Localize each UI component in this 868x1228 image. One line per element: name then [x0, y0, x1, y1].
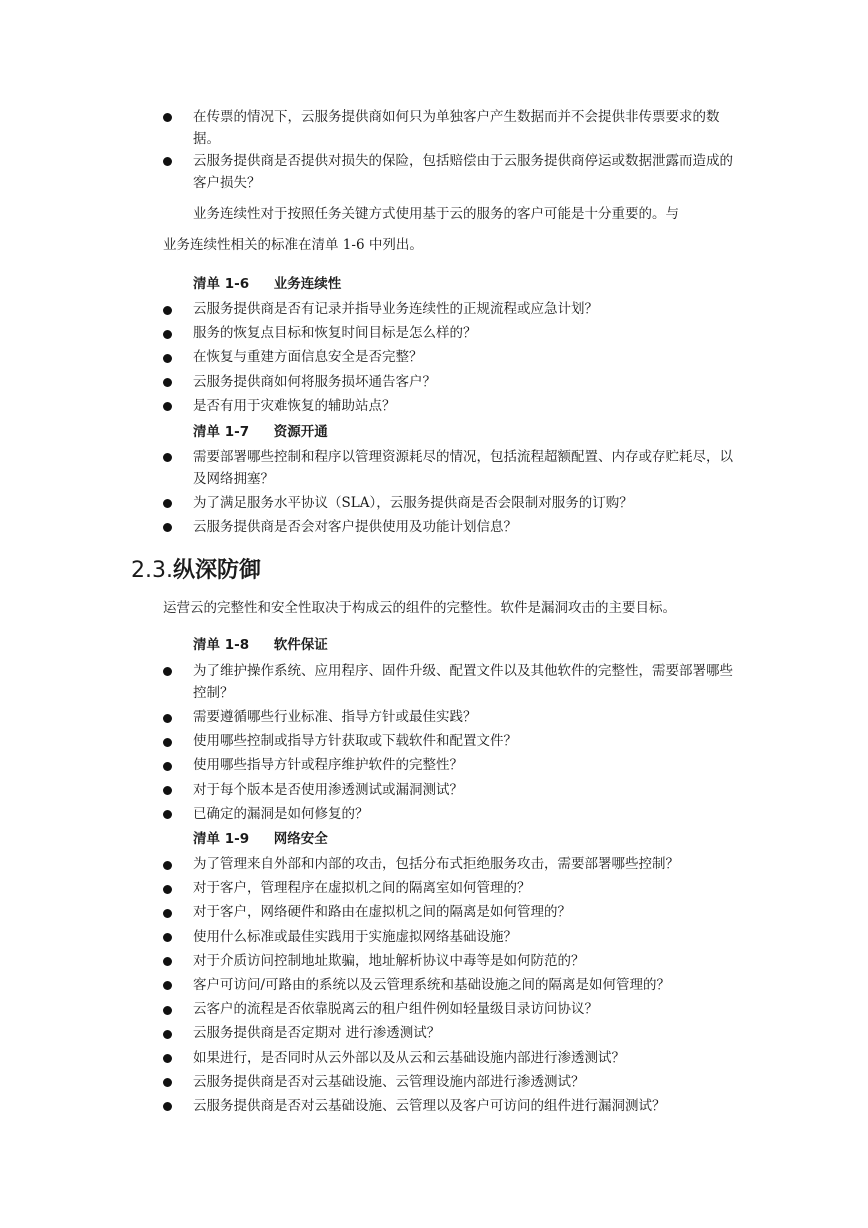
bullet-icon	[163, 1006, 172, 1015]
paragraph-line: 业务连续性相关的标准在清单 1-6 中列出。	[163, 237, 423, 253]
list-item-text: 为了管理来自外部和内部的攻击，包括分布式拒绝服务攻击，需要部署哪些控制？	[193, 856, 679, 872]
bullet-icon	[163, 810, 172, 819]
list-item	[0, 1022, 738, 1046]
list-item-text: 云服务提供商是否有记录并指导业务连续性的正规流程或应急计划？	[193, 301, 598, 317]
list-item	[0, 446, 738, 490]
list-1-7	[0, 446, 868, 538]
list-item	[0, 150, 738, 194]
list-item	[0, 346, 738, 370]
bullet-icon	[163, 113, 172, 122]
bullet-icon	[163, 885, 172, 894]
list-item-text: 使用哪些控制或指导方针获取或下载软件和配置文件？	[193, 733, 517, 750]
top-bullet-list	[0, 106, 868, 194]
list-item-text: 使用什么标准或最佳实践用于实施虚拟网络基础设施？	[193, 928, 517, 945]
list-item-text: 对于客户，网络硬件和路由在虚拟机之间的隔离是如何管理的？	[193, 904, 571, 921]
list-number: 清单 1-9	[193, 831, 250, 847]
list-item	[0, 298, 738, 322]
list-item-text: 对于每个版本是否使用渗透测试或漏洞测试？	[193, 781, 463, 798]
list-number: 清单 1-8	[193, 637, 250, 653]
list-item-text: 使用哪些指导方针或程序维护软件的完整性？	[193, 757, 463, 774]
list-title: 业务连续性	[273, 276, 342, 292]
list-item	[0, 998, 738, 1022]
section-paragraph: 运营云的完整性和安全性取决于构成云的组件的完整性。软件是漏洞攻击的主要目标。	[163, 600, 676, 616]
list-item	[0, 660, 738, 704]
list-item	[0, 779, 738, 803]
bullet-icon	[163, 786, 172, 795]
list-item-text: 在传票的情况下，云服务提供商如何只为单独客户产生数据而并不会提供非传票要求的数据。	[193, 109, 720, 147]
bullet-icon	[163, 861, 172, 870]
list-1-8	[0, 660, 868, 706]
bullet-icon	[163, 981, 172, 990]
bullet-icon	[163, 453, 172, 462]
list-item-text: 如果进行，是否同时从云外部以及从云和云基础设施内部进行渗透测试？	[193, 1049, 625, 1066]
list-item	[0, 1095, 738, 1119]
list-item-text: 云服务提供商是否提供对损失的保险，包括赔偿由于云服务提供商停运或数据泄露而造成的客户损失？	[193, 153, 733, 191]
list-number: 清单 1-7	[193, 424, 250, 440]
list-item-text: 需要遵循哪些行业标准、指导方针或最佳实践？	[193, 709, 477, 725]
list-1-6	[0, 298, 868, 419]
list-caption	[193, 272, 341, 292]
section-number: 2.3.	[131, 558, 173, 583]
list-item	[0, 706, 738, 730]
bullet-icon	[163, 1030, 172, 1039]
list-item	[0, 371, 738, 395]
list-item-text: 在恢复与重建方面信息安全是否完整？	[193, 349, 423, 366]
bullet-icon	[163, 1078, 172, 1087]
bullet-icon	[163, 667, 172, 676]
list-item-text: 为了维护操作系统、应用程序、固件升级、配置文件以及其他软件的完整性，需要部署哪些控制？	[193, 663, 733, 701]
bullet-icon	[163, 1102, 172, 1111]
list-item	[0, 730, 738, 754]
list-item	[0, 106, 738, 150]
bullet-icon	[163, 402, 172, 411]
list-title: 资源开通	[273, 424, 328, 440]
list-item-text: 已确定的漏洞是如何修复的？	[193, 805, 369, 822]
list-title: 软件保证	[273, 637, 328, 653]
list-item	[0, 1071, 738, 1095]
bullet-icon	[163, 762, 172, 771]
list-item	[0, 754, 738, 778]
list-item	[0, 877, 738, 901]
list-item-text: 需要部署哪些控制和程序以管理资源耗尽的情况，包括流程超额配置、内存或存贮耗尽，以及网络拥塞？	[193, 449, 733, 487]
list-item-text: 云服务提供商如何将服务损坏通告客户？	[193, 373, 436, 390]
list-item	[0, 395, 738, 419]
bullet-icon	[163, 157, 172, 166]
list-item-text: 对于客户，管理程序在虚拟机之间的隔离室如何管理的？	[193, 880, 531, 897]
list-item	[0, 974, 738, 998]
list-item	[0, 950, 738, 974]
list-item	[0, 492, 738, 514]
list-item-text: 是否有用于灾难恢复的辅助站点？	[193, 397, 396, 414]
bullet-icon	[163, 306, 172, 315]
list-item	[0, 1047, 738, 1071]
list-caption	[193, 633, 328, 653]
list-item	[0, 322, 738, 346]
bullet-icon	[163, 354, 172, 363]
list-item-text: 服务的恢复点目标和恢复时间目标是怎么样的？	[193, 325, 477, 342]
list-item-text: 云服务提供商是否定期对 进行渗透测试？	[193, 1025, 441, 1042]
intro-paragraph	[163, 203, 743, 256]
bullet-icon	[163, 1054, 172, 1063]
list-1-8-rest	[0, 706, 868, 827]
list-item	[0, 901, 738, 925]
bullet-icon	[163, 933, 172, 942]
list-item	[0, 853, 738, 877]
list-caption	[193, 420, 328, 440]
paragraph-line: 业务连续性对于按照任务关键方式使用基于云的服务的客户可能是十分重要的。与	[193, 206, 679, 222]
list-title: 网络安全	[273, 831, 328, 847]
section-heading	[131, 553, 261, 584]
section-title: 纵深防御	[172, 558, 261, 583]
bullet-icon	[163, 330, 172, 339]
list-item-text: 云服务提供商是否对云基础设施、云管理设施内部进行渗透测试？	[193, 1073, 585, 1090]
list-caption	[193, 827, 328, 847]
bullet-icon	[163, 714, 172, 723]
bullet-icon	[163, 378, 172, 387]
list-item	[0, 926, 738, 950]
list-number: 清单 1-6	[193, 276, 250, 292]
bullet-icon	[163, 738, 172, 747]
bullet-icon	[163, 499, 172, 508]
list-item-text: 云服务提供商是否会对客户提供使用及功能计划信息？	[193, 519, 517, 535]
list-item-text: 云客户的流程是否依靠脱离云的租户组件例如轻量级目录访问协议？	[193, 1001, 598, 1018]
list-item-text: 云服务提供商是否对云基础设施、云管理以及客户可访问的组件进行漏洞测试？	[193, 1097, 666, 1114]
bullet-icon	[163, 523, 172, 532]
bullet-icon	[163, 909, 172, 918]
list-item	[0, 516, 738, 538]
list-item-text: 为了满足服务水平协议（SLA），云服务提供商是否会限制对服务的订购？	[193, 495, 633, 511]
list-1-9	[0, 853, 868, 1119]
list-item-text: 对于介质访问控制地址欺骗，地址解析协议中毒等是如何防范的？	[193, 952, 585, 969]
list-item	[0, 803, 738, 827]
bullet-icon	[163, 957, 172, 966]
list-item-text: 客户可访问/可路由的系统以及云管理系统和基础设施之间的隔离是如何管理的？	[193, 976, 671, 993]
